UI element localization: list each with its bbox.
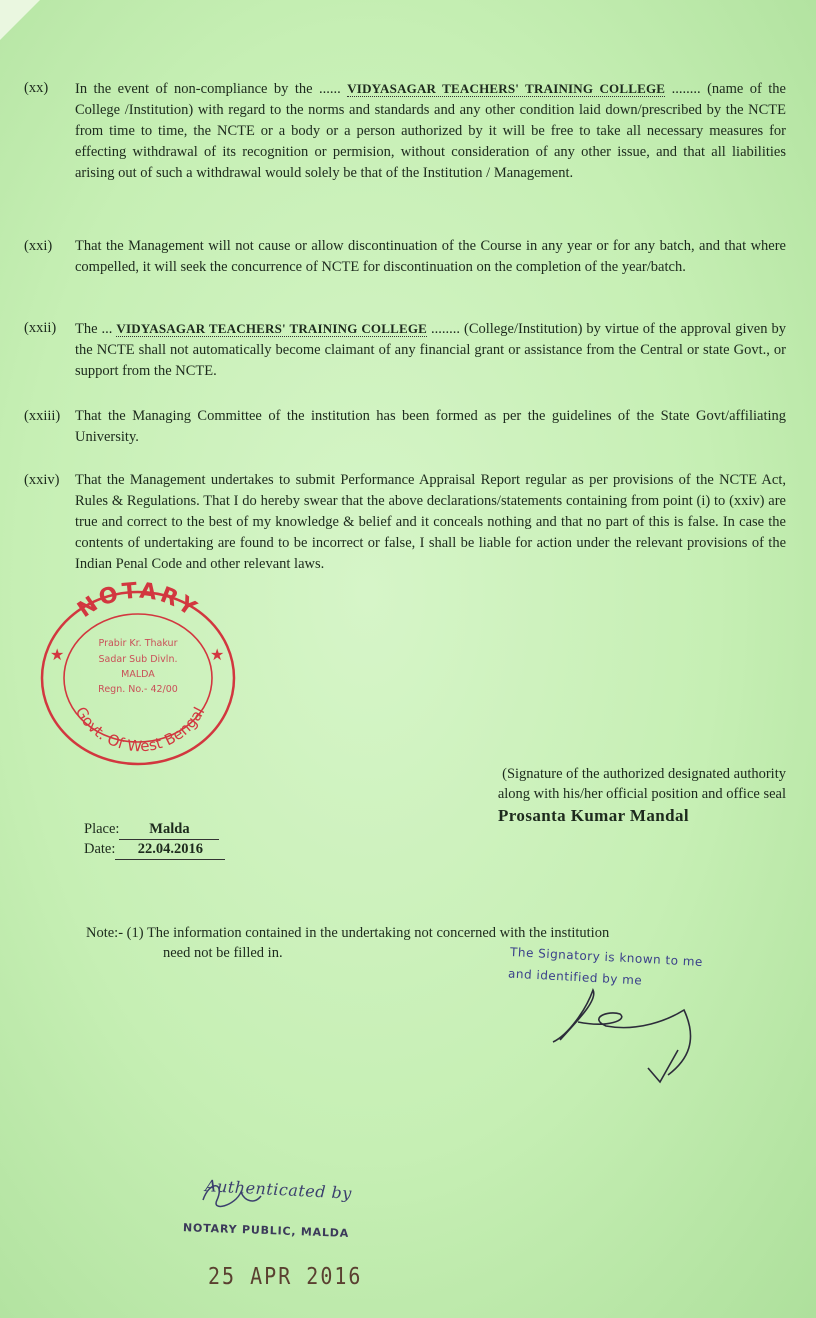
notary-identification-line-1: The Signatory is known to me (509, 944, 704, 970)
clause-text: That the Management will not cause or allow discontinuation of the Course in any year or for any batch, and that where compelled, it will seek the concurrence of NCTE for discontinuation on the completion of the year/batch. (75, 238, 786, 275)
clause-text (75, 318, 786, 382)
clause-number: (xxiv) (24, 472, 60, 488)
notary-identification-line-2: and identified by me (507, 966, 643, 988)
clause-text (75, 78, 786, 184)
clause-number: (xxii) (24, 320, 57, 336)
date-label: Date: (84, 841, 116, 857)
handwritten-signature (548, 980, 728, 1090)
notary-public-stamp: NOTARY PUBLIC, MALDA (182, 1221, 350, 1240)
clause-number: (xxiii) (24, 408, 61, 424)
place-value: Malda (119, 819, 219, 840)
clause-text-before: In the event of non-compliance by the ...... (75, 81, 341, 97)
clause-number: (xx) (24, 80, 49, 96)
clause-text: That the Managing Committee of the institution has been formed as per the guidelines of the State Govt/affiliating University. (75, 408, 786, 445)
date-value: 22.04.2016 (115, 839, 225, 860)
signature-caption-line-1: (Signature of the authorized designated authority (502, 766, 786, 782)
clause-number: (xxi) (24, 238, 53, 254)
college-name-filled: VIDYASAGAR TEACHERS' TRAINING COLLEGE (347, 81, 666, 96)
seal-outer-top: NOTARY (73, 578, 203, 624)
seal-outer-bottom: Govt. Of West Bengal (71, 703, 209, 756)
date-row (84, 839, 225, 860)
signature-caption-line-2: along with his/her official position and office seal (497, 786, 786, 802)
clause-text-before: The ... (75, 321, 113, 337)
signatory-name: Prosanta Kumar Mandal (498, 806, 690, 825)
star-icon: ★ (210, 647, 225, 664)
signature-caption (440, 764, 786, 804)
star-icon: ★ (50, 647, 65, 664)
seal-line-3: MALDA (121, 669, 155, 680)
authenticated-by: Authenticated by (204, 1176, 353, 1203)
place-row (84, 819, 219, 840)
clause-text-after: ........ (name of the College /Institution) with regard to the norms and standards and any other condition laid down/prescribed by the NCTE from time to time, the NCTE or a body or a person authorized by it will be free to take all necessary measures for effecting withdrawal of its recognition or permision, without consideration of any other issue, and that all liabilities arising out of such a withdrawal would solely be that of the Institution / Management. (75, 81, 786, 181)
note-line-1: Note:- (1) The information contained in the undertaking not concerned with the institution (86, 925, 610, 941)
authentication-signature (195, 1170, 265, 1220)
seal-line-4: Regn. No.- 42/00 (98, 684, 178, 695)
college-name-filled: VIDYASAGAR TEACHERS' TRAINING COLLEGE (116, 321, 428, 336)
clause-text-after: ........ (College/Institution) by virtue of the approval given by the NCTE shall not automatically become claimant of any financial grant or assistance from the Central or state Govt., or support from the NCTE. (75, 321, 786, 379)
seal-line-1: Prabir Kr. Thakur (98, 638, 178, 649)
note-line-2: need not be filled in. (163, 945, 283, 961)
notary-seal (30, 578, 240, 768)
seal-line-2: Sadar Sub Divln. (98, 654, 178, 665)
place-label: Place: (84, 821, 120, 837)
stamp-date: 25 APR 2016 (208, 1262, 363, 1290)
clause-text: That the Management undertakes to submit Performance Appraisal Report regular as per provisions of the NCTE Act, Rules & Regulations. That I do hereby swear that the above declarations/statements containing from point (i) to (xxiv) are true and correct to the best of my knowledge & belief and it conceals nothing and that no part of this is false. In case the contents of undertaking are found to be incorrect or false, I shall be liable for action under the relevant provisions of the Indian Penal Code and other relevant laws. (75, 472, 786, 572)
page-fold-corner (0, 0, 40, 40)
